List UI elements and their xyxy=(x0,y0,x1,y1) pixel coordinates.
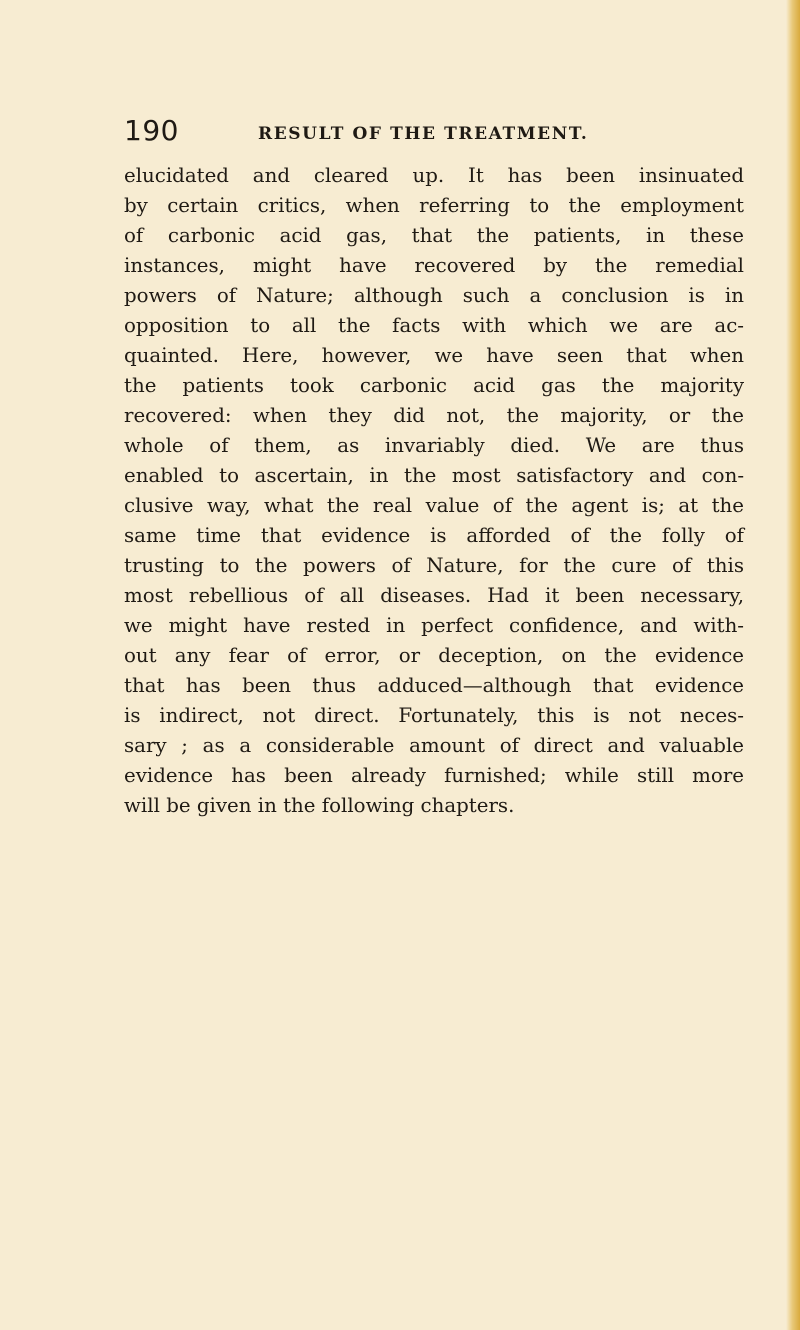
text-line: will be given in the following chapters. xyxy=(124,794,515,817)
text-line: quainted. Here, however, we have seen that when xyxy=(124,344,744,367)
text-line: the patients took carbonic acid gas the majority xyxy=(124,374,744,397)
text-line: instances, might have recovered by the remedial xyxy=(124,254,744,277)
text-line: by certain critics, when referring to the employment xyxy=(124,194,744,217)
text-line: opposition to all the facts with which we are ac- xyxy=(124,314,744,337)
page-edge xyxy=(786,0,800,1330)
text-line: evidence has been already furnished; while still more xyxy=(124,764,744,787)
text-line: enabled to ascertain, in the most satisfactory and con- xyxy=(124,464,744,487)
body-paragraph xyxy=(124,161,744,821)
text-line: sary ; as a considerable amount of direct and valuable xyxy=(124,734,744,757)
page-number: 190 xyxy=(124,114,179,147)
running-title: RESULT OF THE TREATMENT. xyxy=(258,124,589,144)
text-line: recovered: when they did not, the majority, or the xyxy=(124,404,744,427)
running-head xyxy=(124,116,744,146)
text-line: clusive way, what the real value of the agent is; at the xyxy=(124,494,744,517)
text-line: we might have rested in perfect confidence, and with- xyxy=(124,614,744,637)
text-line: powers of Nature; although such a conclusion is in xyxy=(124,284,744,307)
text-line: that has been thus adduced—although that evidence xyxy=(124,674,744,697)
text-line: whole of them, as invariably died. We are thus xyxy=(124,434,744,457)
text-line: elucidated and cleared up. It has been insinuated xyxy=(124,164,744,187)
text-line: same time that evidence is afforded of the folly of xyxy=(124,524,744,547)
text-line: is indirect, not direct. Fortunately, this is not neces- xyxy=(124,704,744,727)
text-line: most rebellious of all diseases. Had it been necessary, xyxy=(124,584,744,607)
text-line: trusting to the powers of Nature, for the cure of this xyxy=(124,554,744,577)
text-line: out any fear of error, or deception, on the evidence xyxy=(124,644,744,667)
text-line: of carbonic acid gas, that the patients, in these xyxy=(124,224,744,247)
